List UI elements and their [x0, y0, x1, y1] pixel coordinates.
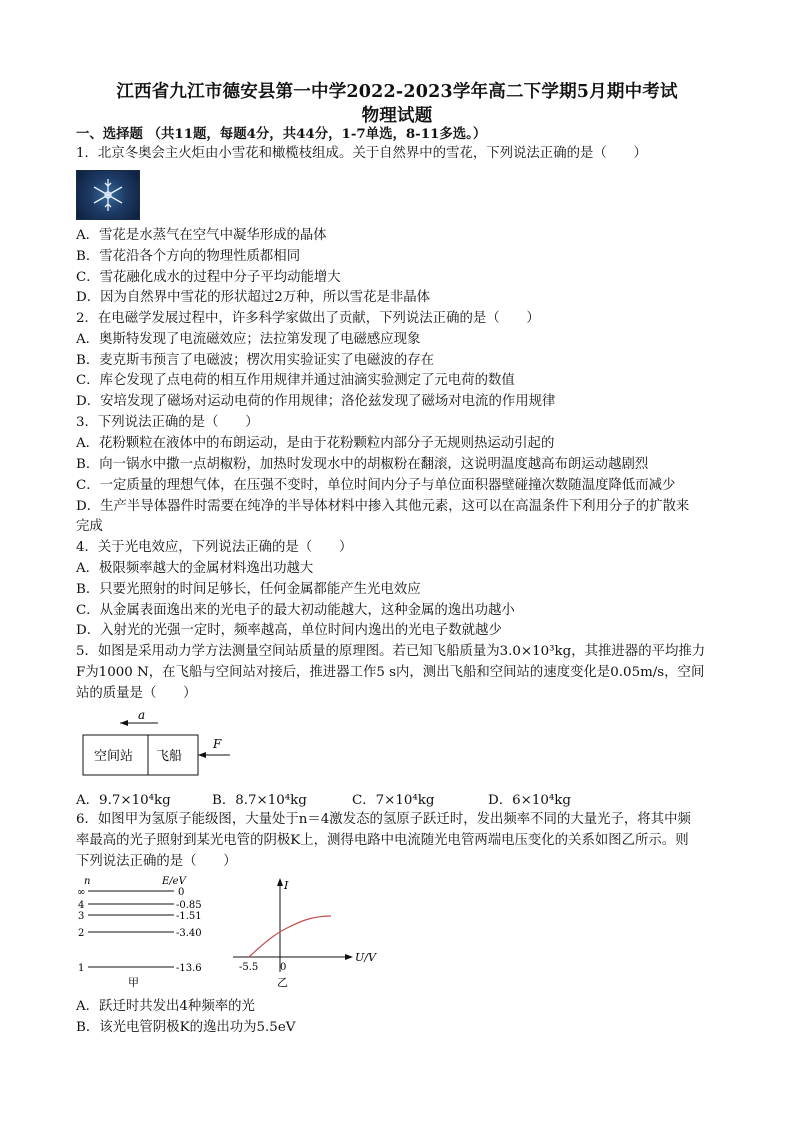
question-6-stem-2: 率最高的光子照射到某光电管的阴极K上，测得电路中电流随光电管两端电压变化的关系如图乙所示。则 — [76, 833, 689, 848]
question-5-option-c: C．7×10⁴kg — [352, 793, 435, 808]
question-3-stem: 3．下列说法正确的是（ ） — [76, 415, 259, 430]
question-6-option-a: A．跃迁时共发出4种频率的光 — [76, 999, 255, 1014]
level-e-4: -0.85 — [176, 900, 202, 911]
question-2-option-a: A．奥斯特发现了电流磁效应；法拉第发现了电磁感应现象 — [76, 332, 421, 347]
question-3-option-c: C．一定质量的理想气体，在压强不变时，单位时间内分子与单位面积器壁碰撞次数随温度降低而减少 — [76, 478, 676, 493]
current-axis-label: I — [284, 879, 289, 892]
figure-yi-caption: 乙 — [277, 976, 288, 989]
question-2-option-b: B．麦克斯韦预言了电磁波；楞次用实验证实了电磁波的存在 — [76, 353, 434, 368]
n-axis-label: n — [84, 876, 91, 887]
question-4-option-b: B．只要光照射的时间足够长，任何金属都能产生光电效应 — [76, 582, 421, 597]
question-5-option-d: D．6×10⁴kg — [488, 793, 571, 808]
force-label: F — [213, 737, 222, 751]
level-e-3: -1.51 — [176, 911, 202, 922]
figure-jia-caption: 甲 — [128, 976, 139, 989]
question-5-option-b: B．8.7×10⁴kg — [212, 793, 307, 808]
tick-origin: 0 — [280, 962, 287, 973]
space-station-label: 空间站 — [94, 749, 134, 764]
question-4-option-a: A．极限频率越大的金属材料逸出功越大 — [76, 561, 314, 576]
spacecraft-label: 飞船 — [156, 749, 183, 764]
energy-axis-label: E/eV — [162, 876, 186, 887]
level-e-2: -3.40 — [176, 928, 202, 939]
question-5-stem-3: 站的质量是（ ） — [76, 686, 197, 701]
question-2-option-c: C．库仑发现了点电荷的相互作用规律并通过油滴实验测定了元电荷的数值 — [76, 373, 515, 388]
question-5-figure — [80, 708, 250, 778]
question-3-option-a: A．花粉颗粒在液体中的布朗运动，是由于花粉颗粒内部分子无规则热运动引起的 — [76, 436, 555, 451]
level-n-3: 3 — [78, 911, 85, 922]
question-6-option-b: B．该光电管阴极K的逸出功为5.5eV — [76, 1020, 296, 1035]
acceleration-label: a — [138, 708, 146, 722]
question-5-option-a: A．9.7×10⁴kg — [76, 793, 171, 808]
photocurrent-curve — [249, 916, 331, 957]
voltage-axis-label: U/V — [355, 951, 376, 964]
question-5-stem-1: 5．如图是采用动力学方法测量空间站质量的原理图。若已知飞船质量为3.0×10³kg，其推进器的平均推力 — [76, 644, 706, 659]
question-2-stem: 2．在电磁学发展过程中，许多科学家做出了贡献，下列说法正确的是（ ） — [76, 311, 540, 326]
question-4-stem: 4．关于光电效应，下列说法正确的是（ ） — [76, 540, 353, 555]
question-4-option-d: D．入射光的光强一定时，频率越高，单位时间内逸出的光电子数就越少 — [76, 623, 502, 638]
question-3-option-d: D．生产半导体器件时需要在纯净的半导体材料中掺入其他元素，这可以在高温条件下利用分子的扩散来 — [76, 499, 690, 514]
snowflake-photo-icon — [76, 170, 140, 220]
question-1-option-b: B．雪花沿各个方向的物理性质都相同 — [76, 249, 301, 264]
level-n-1: 1 — [78, 963, 85, 974]
question-6-stem-1: 6．如图甲为氢原子能级图，大量处于n＝4激发态的氢原子跃迁时，发出频率不同的大量光子，将其中频 — [76, 812, 691, 827]
iu-curve-graph — [225, 872, 385, 992]
exam-subtitle: 物理试题 — [361, 106, 433, 126]
question-6-stem-3: 下列说法正确的是（ ） — [76, 854, 237, 869]
level-n-2: 2 — [78, 928, 85, 939]
tick-neg-voltage: -5.5 — [239, 962, 259, 973]
question-1-option-c: C．雪花融化成水的过程中分子平均动能增大 — [76, 270, 341, 285]
section-heading: 一、选择题 （共11题，每题4分，共44分，1-7单选，8-11多选。） — [76, 126, 487, 142]
level-e-inf: 0 — [178, 887, 185, 898]
question-3-option-b: B．向一锅水中撒一点胡椒粉，加热时发现水中的胡椒粉在翻滚，这说明温度越高布朗运动越剧烈 — [76, 457, 649, 472]
level-e-1: -13.6 — [176, 963, 202, 974]
level-n-inf: ∞ — [77, 887, 86, 898]
level-n-4: 4 — [78, 900, 85, 911]
question-2-option-d: D．安培发现了磁场对运动电荷的作用规律；洛伦兹发现了磁场对电流的作用规律 — [76, 394, 556, 409]
question-4-option-c: C．从金属表面逸出来的光电子的最大初动能越大，这种金属的逸出功越小 — [76, 603, 515, 618]
question-5-stem-2: F为1000 N，在飞船与空间站对接后，推进器工作5 s内，测出飞船和空间站的速度变化是0.05m/s，空间 — [76, 665, 705, 680]
question-3-option-d-cont: 完成 — [76, 519, 103, 534]
energy-level-diagram — [74, 872, 224, 992]
question-1-option-d: D．因为自然界中雪花的形状超过2万种，所以雪花是非晶体 — [76, 290, 431, 305]
question-1-stem: 1．北京冬奥会主火炬由小雪花和橄榄枝组成。关于自然界中的雪花，下列说法正确的是（ ） — [76, 146, 647, 161]
exam-title: 江西省九江市德安县第一中学2022-2023学年高二下学期5月期中考试 — [116, 82, 678, 102]
question-1-option-a: A．雪花是水蒸气在空气中凝华形成的晶体 — [76, 228, 327, 243]
